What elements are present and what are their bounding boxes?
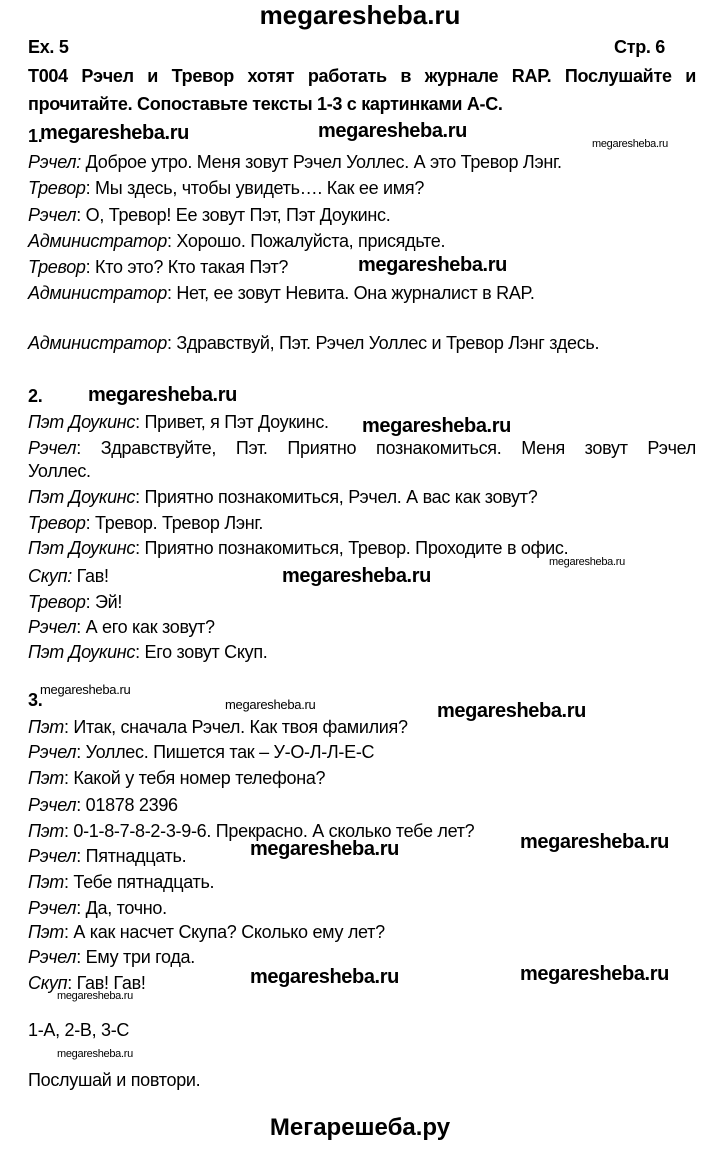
dialogue-line [28,177,424,199]
line-text: : Уоллес. Пишется так – У-О-Л-Л-Е-С [76,742,375,762]
dialogue-line [28,716,408,738]
line-text: : 0-1-8-7-8-2-3-9-6. Прекрасно. А сколько тебе лет? [64,821,475,841]
line-text: : Нет, ее зовут Невита. Она журналист в RAP. [166,283,535,303]
speaker: Тревор [28,513,86,533]
watermark: megaresheba.ru [57,1048,133,1060]
watermark: megaresheba.ru [250,966,399,988]
dialogue-line [28,460,91,482]
line-text: : Да, точно. [76,898,167,918]
dialogue-line [28,332,599,354]
dialogue-line [28,282,535,304]
line-text: : Эй! [85,592,123,612]
speaker: Пэт Доукинс [28,412,136,432]
speaker: Рэчел: [28,152,81,172]
dialogue-line [28,512,263,534]
dialogue-line [28,204,390,226]
line-text: Гав! [71,566,109,586]
line-text: : Мы здесь, чтобы увидеть…. Как ее имя? [85,178,425,198]
dialogue-line [28,946,195,968]
section-number: 3. [28,690,43,710]
line-text: Доброе утро. Меня зовут Рэчел Уоллес. А это Тревор Лэнг. [80,152,562,172]
watermark: megaresheba.ru [250,838,399,860]
footer-title: Мегарешеба.ру [269,1114,451,1141]
exercise-number: Ex. 5 [28,37,69,57]
line-text: : Тебе пятнадцать. [64,872,215,892]
dialogue-line [28,871,214,893]
section-number: 1. [28,126,43,146]
line-text: : Здравствуй, Пэт. Рэчел Уоллес и Тревор Лэнг здесь. [166,333,600,353]
watermark: megaresheba.ru [318,120,467,142]
watermark: megaresheba.ru [592,138,668,150]
speaker: Тревор [28,178,86,198]
speaker: Рэчел [28,795,77,815]
speaker: Рэчел [28,438,77,458]
watermark: megaresheba.ru [437,700,586,722]
speaker: Тревор [28,257,86,277]
speaker: Рэчел [28,205,77,225]
answer: 1-A, 2-B, 3-C [28,1020,130,1040]
watermark: megaresheba.ru [40,682,131,697]
line-text: : Привет, я Пэт Доукинс. [135,412,329,432]
line-text: : Хорошо. Пожалуйста, присядьте. [166,231,446,251]
dialogue-line [28,897,167,919]
section-number: 2. [28,386,43,406]
line-text: : Здравствуйте, Пэт. Приятно познакомиться. Меня зовут Рэчел [76,438,696,458]
speaker: Администратор [28,333,167,353]
speaker: Пэт [28,872,64,892]
line-text: : Его зовут Скуп. [135,642,268,662]
line-text: : А его как зовут? [76,617,215,637]
speaker: Тревор [28,592,86,612]
dialogue-line [28,486,537,508]
page-number: Стр. 6 [614,37,666,57]
speaker: Рэчел [28,742,77,762]
dialogue-line [28,641,267,663]
line-text: : Приятно познакомиться, Тревор. Проходите в офис. [135,538,569,558]
speaker: Пэт Доукинс [28,487,136,507]
speaker: Пэт Доукинс [28,538,136,558]
dialogue-line [28,845,186,867]
speaker: Пэт Доукинс [28,642,136,662]
dialogue-line [28,437,696,459]
dialogue-line [28,565,109,587]
line-text: Уоллес. [28,461,91,481]
watermark: megaresheba.ru [57,990,133,1002]
watermark: megaresheba.ru [520,963,669,985]
line-text: : Пятнадцать. [76,846,187,866]
watermark: megaresheba.ru [88,384,237,406]
line-text: : А как насчет Скупа? Сколько ему лет? [64,922,385,942]
speaker: Пэт [28,717,64,737]
line-text: : Какой у тебя номер телефона? [64,768,326,788]
speaker: Скуп: [28,566,72,586]
watermark: megaresheba.ru [549,556,625,568]
watermark: megaresheba.ru [225,697,316,712]
dialogue-line [28,616,215,638]
speaker: Рэчел [28,898,77,918]
speaker: Рэчел [28,617,77,637]
task-line-2: прочитайте. Сопоставьте тексты 1-3 с картинками A-C. [28,94,503,114]
watermark: megaresheba.ru [40,122,189,144]
line-text: : Тревор. Тревор Лэнг. [85,513,264,533]
line-text: : 01878 2396 [76,795,178,815]
dialogue-line [28,256,288,278]
speaker: Администратор [28,231,167,251]
line-text: : Кто это? Кто такая Пэт? [85,257,289,277]
dialogue-line [28,767,325,789]
speaker: Пэт [28,768,64,788]
dialogue-line [28,794,178,816]
task-line-1: T004 Рэчел и Тревор хотят работать в журнале RAP. Послушайте и [28,66,696,86]
dialogue-line [28,921,385,943]
speaker: Скуп [28,973,68,993]
speaker: Рэчел [28,846,77,866]
instruction: Послушай и повтори. [28,1070,201,1090]
dialogue-line [28,151,562,173]
site-title: megaresheba.ru [259,0,461,30]
line-text: : Гав! Гав! [67,973,146,993]
watermark: megaresheba.ru [358,254,507,276]
watermark: megaresheba.ru [520,831,669,853]
speaker: Администратор [28,283,167,303]
watermark: megaresheba.ru [362,415,511,437]
line-text: : Ему три года. [76,947,195,967]
dialogue-line [28,411,329,433]
dialogue-line [28,741,374,763]
line-text: : Итак, сначала Рэчел. Как твоя фамилия? [64,717,408,737]
line-text: : О, Тревор! Ее зовут Пэт, Пэт Доукинс. [76,205,391,225]
line-text: : Приятно познакомиться, Рэчел. А вас как зовут? [135,487,538,507]
dialogue-line [28,591,122,613]
speaker: Пэт [28,821,64,841]
watermark: megaresheba.ru [282,565,431,587]
speaker: Рэчел [28,947,77,967]
dialogue-line [28,230,445,252]
speaker: Пэт [28,922,64,942]
dialogue-line [28,537,568,559]
